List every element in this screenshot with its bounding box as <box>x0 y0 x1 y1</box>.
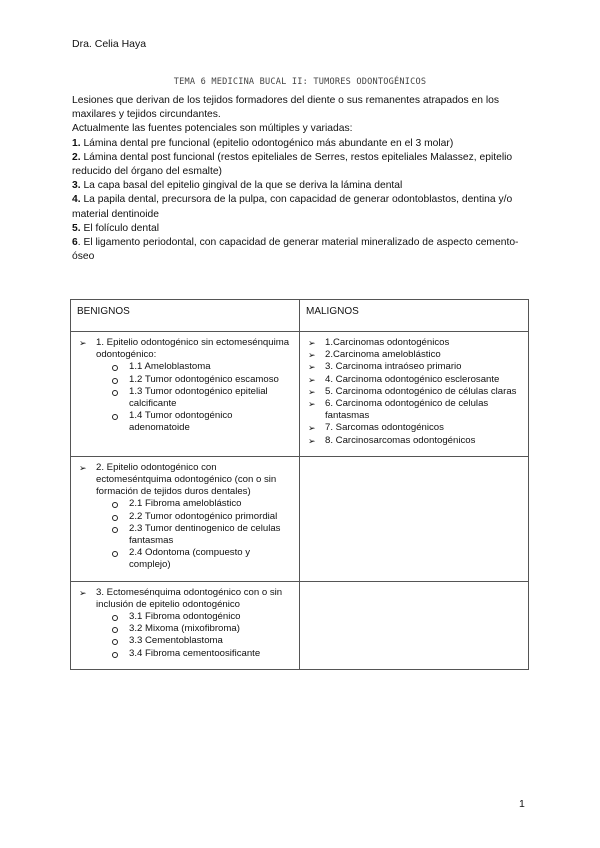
malign-item: 8. Carcinosarcomas odontogénicos <box>325 434 476 446</box>
intro-section <box>72 94 530 264</box>
intro-paragraph: Lesiones que derivan de los tejidos formadores del diente o sus remanentes atrapados en los maxilares y tejidos circundantes. <box>72 95 500 121</box>
arrow-bullet-icon: ➢ <box>308 362 316 373</box>
malign-item: 5. Carcinoma odontogénico de células claras <box>325 385 517 397</box>
circle-bullet-icon <box>112 515 118 521</box>
benign-subitem: 2.4 Odontoma (compuesto y complejo) <box>129 547 251 571</box>
list-item <box>112 547 291 571</box>
source-text: Lámina dental post funcional (restos epiteliales de Serres, restos epiteliales Malassez, epitelio reducido del órgano del esmalte) <box>72 151 513 178</box>
list-item <box>308 435 520 447</box>
circle-bullet-icon <box>112 551 118 557</box>
benign-subitem: 2.2 Tumor odontogénico primordial <box>129 510 278 522</box>
source-item <box>72 179 530 193</box>
arrow-bullet-icon: ➢ <box>308 338 316 348</box>
malign-cell <box>300 332 529 457</box>
list-item <box>112 511 291 523</box>
circle-bullet-icon <box>112 615 118 621</box>
table-row <box>71 456 529 581</box>
benign-subitem: 3.4 Fibroma cementoosificante <box>129 647 261 659</box>
tumor-classification-table <box>70 299 529 670</box>
list-item <box>308 337 520 349</box>
arrow-bullet-icon: ➢ <box>308 386 316 397</box>
source-item <box>72 193 530 221</box>
source-number: 6 <box>72 237 78 249</box>
source-number: 3. <box>72 180 81 192</box>
arrow-bullet-icon: ➢ <box>308 399 316 410</box>
circle-bullet-icon <box>112 365 118 371</box>
source-text: El folículo dental <box>80 222 160 234</box>
benign-subitem: 3.2 Mixoma (mixofibroma) <box>129 623 240 635</box>
source-item <box>72 137 530 151</box>
circle-bullet-icon <box>112 639 118 645</box>
malign-item: 2.Carcinoma ameloblástico <box>325 349 441 361</box>
arrow-bullet-icon: ➢ <box>308 435 316 446</box>
source-text: La papila dental, precursora de la pulpa, con capacidad de generar odontoblastos, dentina y/o material dentinoide <box>72 194 513 220</box>
benign-subitem: 1.2 Tumor odontogénico escamoso <box>129 373 279 385</box>
list-item <box>112 361 291 373</box>
source-text: Lámina dental pre funcional (epitelio odontogénico más abundante en el 3 molar) <box>80 137 454 149</box>
benign-group-label: 2. Epitelio odontogénico con ectomeséntquima odontogénico (con o sin formación de tejidos duros dentales) <box>96 461 277 498</box>
list-item <box>308 386 520 398</box>
table-row <box>71 332 529 457</box>
benign-group-label: 3. Ectomesénquima odontogénico con o sin inclusión de epitelio odontogénico <box>96 586 283 610</box>
arrow-bullet-icon: ➢ <box>308 374 316 385</box>
arrow-bullet-icon: ➢ <box>79 462 87 473</box>
empty-cell <box>300 581 529 669</box>
benign-subitem: 1.3 Tumor odontogénico epitelial calcificante <box>129 385 268 410</box>
arrow-bullet-icon: ➢ <box>79 587 87 598</box>
circle-bullet-icon <box>112 378 118 384</box>
list-item <box>308 398 520 422</box>
document-title: TEMA 6 MEDICINA BUCAL II: TUMORES ODONTOGÉNICOS <box>173 77 427 87</box>
benign-subitem: 2.1 Fibroma ameloblástico <box>129 498 242 510</box>
list-item <box>308 374 520 386</box>
malign-item: 1.Carcinomas odontogénicos <box>325 337 450 348</box>
source-text: La capa basal del epitelio gingival de la que se deriva la lámina dental <box>80 180 403 192</box>
page-number: 1 <box>519 798 525 810</box>
list-item <box>79 587 291 660</box>
malign-item: 7. Sarcomas odontogénicos <box>325 422 444 434</box>
table-row <box>71 581 529 669</box>
list-item <box>112 648 291 660</box>
benign-cell <box>71 581 300 669</box>
list-item <box>79 337 291 435</box>
source-item <box>72 236 530 264</box>
list-item <box>308 349 520 361</box>
circle-bullet-icon <box>112 627 118 633</box>
list-item <box>112 635 291 647</box>
arrow-bullet-icon: ➢ <box>79 338 87 348</box>
circle-bullet-icon <box>112 652 118 658</box>
benign-subitem: 1.1 Ameloblastoma <box>129 361 211 373</box>
benign-group-label: 1. Epitelio odontogénico sin ectomesénquima odontogénico: <box>96 337 290 361</box>
source-number: 1. <box>72 137 81 149</box>
source-text: . El ligamento periodontal, con capacidad de generar material mineralizado de aspecto cemento-óseo <box>72 237 519 263</box>
benign-subitem: 3.1 Fibroma odontogénico <box>129 611 241 623</box>
benign-subitem: 3.3 Cementoblastoma <box>129 635 223 647</box>
author-name: Dra. Celia Haya <box>72 38 147 50</box>
list-item <box>112 410 291 434</box>
malign-item: 6. Carcinoma odontogénico de celulas fantasmas <box>325 398 489 422</box>
benign-cell <box>71 456 300 581</box>
malign-item: 4. Carcinoma odontogénico esclerosante <box>325 373 500 385</box>
list-item <box>112 611 291 623</box>
circle-bullet-icon <box>112 414 118 420</box>
list-item <box>112 374 291 386</box>
malign-item: 3. Carcinoma intraóseo primario <box>325 361 462 373</box>
source-number: 5. <box>72 222 81 234</box>
arrow-bullet-icon: ➢ <box>308 350 316 361</box>
intro-paragraph: Actualmente las fuentes potenciales son múltiples y variadas: <box>72 123 353 135</box>
list-item <box>112 498 291 510</box>
list-item <box>112 386 291 410</box>
benign-cell <box>71 332 300 457</box>
circle-bullet-icon <box>112 527 118 533</box>
source-item <box>72 151 530 179</box>
header-malignos: MALIGNOS <box>300 300 529 332</box>
circle-bullet-icon <box>112 390 118 396</box>
list-item <box>112 523 291 547</box>
benign-subitem: 1.4 Tumor odontogénico adenomatoide <box>129 410 233 434</box>
circle-bullet-icon <box>112 502 118 508</box>
list-item <box>79 462 291 572</box>
list-item <box>308 422 520 434</box>
list-item <box>308 361 520 373</box>
empty-cell <box>300 456 529 581</box>
list-item <box>112 623 291 635</box>
source-number: 2. <box>72 151 81 163</box>
table-header-row <box>71 300 529 332</box>
source-number: 4. <box>72 194 81 206</box>
arrow-bullet-icon: ➢ <box>308 423 316 434</box>
benign-subitem: 2.3 Tumor dentinogenico de celulas fantasmas <box>129 522 281 547</box>
header-benignos: BENIGNOS <box>71 300 300 332</box>
source-item <box>72 222 530 236</box>
